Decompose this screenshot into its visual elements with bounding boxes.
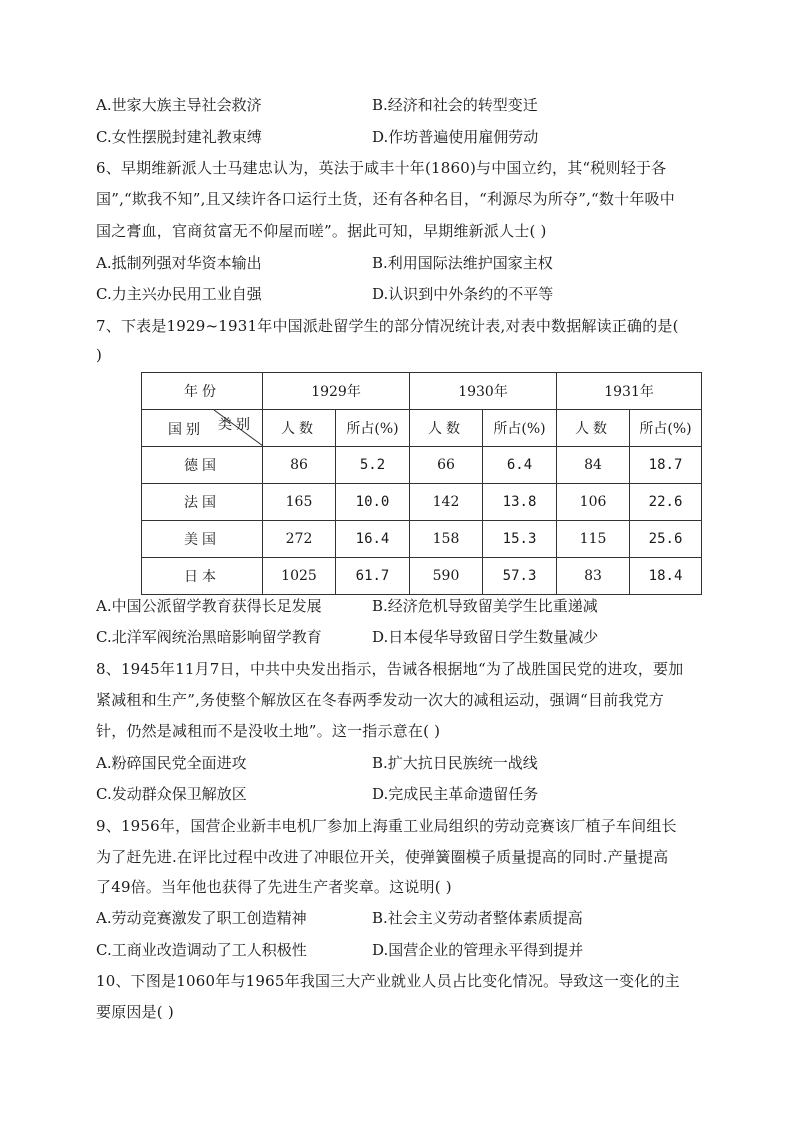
q6-stem-line-3: 国之膏血，官商贫富无不仰屋而嗟”。据此可知，早期维新派人士( ) (96, 222, 547, 240)
study-abroad-table (141, 372, 702, 595)
table-row (142, 521, 702, 558)
table-row (142, 484, 702, 521)
data-cell: 115 (557, 521, 630, 558)
table-row (142, 447, 702, 484)
data-cell: 18.4 (630, 558, 702, 595)
q6-stem-line-1: 6、早期维新派人士马建忠认为，英法于咸丰十年(1860)与中国立约，其“税则轻于各 (96, 159, 667, 177)
q8-option-b: B.扩大抗日民族统一战线 (372, 754, 538, 772)
q5-option-d: D.作坊普遍使用雇佣劳动 (372, 128, 539, 146)
data-cell: 165 (263, 484, 336, 521)
q10-stem-line-1: 10、下图是1060年与1965年我国三大产业就业人员占比变化情况。导致这一变化的主 (96, 972, 680, 990)
data-cell: 25.6 (630, 521, 702, 558)
data-cell: 83 (557, 558, 630, 595)
q9-stem-line-3: 了49倍。当年他也获得了先进生产者奖章。这说明( ) (96, 878, 452, 896)
q7-option-c: C.北洋军阀统治黑暗影响留学教育 (96, 628, 322, 646)
q7-option-a: A.中国公派留学教育获得长足发展 (96, 597, 322, 615)
data-cell: 86 (263, 447, 336, 484)
year-1929-header: 1929年 (263, 373, 410, 410)
q6-option-b: B.利用国际法维护国家主权 (372, 254, 553, 272)
year-1930-header: 1930年 (410, 373, 557, 410)
q10-stem-line-2: 要原因是( ) (96, 1003, 174, 1021)
q8-stem-line-1: 8、1945年11月7日，中共中央发出指示，告诫各根据地“为了战胜国民党的进攻，要加 (96, 660, 684, 678)
country-cell: 德国 (142, 447, 263, 484)
q7-option-d: D.日本侵华导致留日学生数量减少 (372, 628, 599, 646)
data-cell: 57.3 (483, 558, 557, 595)
data-cell: 22.6 (630, 484, 702, 521)
q6-option-c: C.力主兴办民用工业自强 (96, 285, 262, 303)
data-cell: 1025 (263, 558, 336, 595)
q6-option-a: A.抵制列强对华资本输出 (96, 254, 262, 272)
q9-option-a: A.劳动竞赛激发了职工创造精神 (96, 909, 307, 927)
corner-country-label: 国别 (168, 422, 204, 438)
data-cell: 16.4 (336, 521, 410, 558)
data-cell: 6.4 (483, 447, 557, 484)
data-cell: 18.7 (630, 447, 702, 484)
q9-option-b: B.社会主义劳动者整体素质提高 (372, 909, 583, 927)
q9-stem-line-2: 为了赶先进.在评比过程中改进了冲眼位开关，使弹簧圈模子质量提高的同时.产量提高 (96, 848, 669, 866)
q9-stem-line-1: 9、1956年，国营企业新丰电机厂参加上海重工业局组织的劳动竞赛该厂植子车间组长 (96, 817, 677, 835)
people-header-1930: 人数 (410, 410, 483, 447)
q7-stem-line-1: 7、下表是1929~1931年中国派赴留学生的部分情况统计表,对表中数据解读正确的是( (96, 317, 679, 335)
people-header-1931: 人数 (557, 410, 630, 447)
data-cell: 272 (263, 521, 336, 558)
q7-option-b: B.经济危机导致留美学生比重递减 (372, 597, 598, 615)
q5-option-c: C.女性摆脱封建礼教束缚 (96, 128, 262, 146)
q8-option-c: C.发动群众保卫解放区 (96, 785, 247, 803)
diagonal-corner-cell (142, 410, 263, 447)
country-cell: 法国 (142, 484, 263, 521)
data-cell: 5.2 (336, 447, 410, 484)
table-row (142, 558, 702, 595)
data-cell: 66 (410, 447, 483, 484)
share-header-1930: 所占(%) (483, 410, 557, 447)
data-cell: 106 (557, 484, 630, 521)
share-header-1929: 所占(%) (336, 410, 410, 447)
q5-option-b: B.经济和社会的转型变迁 (372, 96, 538, 114)
country-cell: 美国 (142, 521, 263, 558)
people-header-1929: 人数 (263, 410, 336, 447)
data-cell: 84 (557, 447, 630, 484)
q6-stem-line-2: 国”,“欺我不知”,且又续许各口运行土货，还有各种名目，“利源尽为所夺”,“数十年吸中 (96, 190, 675, 208)
table-header-row (142, 373, 702, 410)
year-header: 年份 (142, 373, 263, 410)
q8-stem-line-2: 紧减租和生产”,务使整个解放区在冬春两季发动一次大的减租运动，强调“目前我党方 (96, 691, 664, 709)
data-cell: 158 (410, 521, 483, 558)
q6-option-d: D.认识到中外条约的不平等 (372, 285, 554, 303)
q9-option-c: C.工商业改造调动了工人积极性 (96, 941, 307, 959)
table-subheader-row (142, 410, 702, 447)
data-cell: 15.3 (483, 521, 557, 558)
year-1931-header: 1931年 (557, 373, 702, 410)
q9-option-d: D.国营企业的管理永平得到提并 (372, 941, 584, 959)
q8-option-d: D.完成民主革命遗留任务 (372, 785, 539, 803)
data-cell: 10.0 (336, 484, 410, 521)
q7-stem-line-2: ) (96, 346, 103, 364)
share-header-1931: 所占(%) (630, 410, 702, 447)
q5-option-a: A.世家大族主导社会救济 (96, 96, 262, 114)
data-cell: 590 (410, 558, 483, 595)
corner-category-label: 类别 (218, 417, 254, 433)
data-cell: 142 (410, 484, 483, 521)
data-cell: 13.8 (483, 484, 557, 521)
q8-option-a: A.粉碎国民党全面进攻 (96, 754, 247, 772)
data-cell: 61.7 (336, 558, 410, 595)
q8-stem-line-3: 针，仍然是减租而不是没收土地”。这一指示意在( ) (96, 722, 441, 740)
country-cell: 日本 (142, 558, 263, 595)
